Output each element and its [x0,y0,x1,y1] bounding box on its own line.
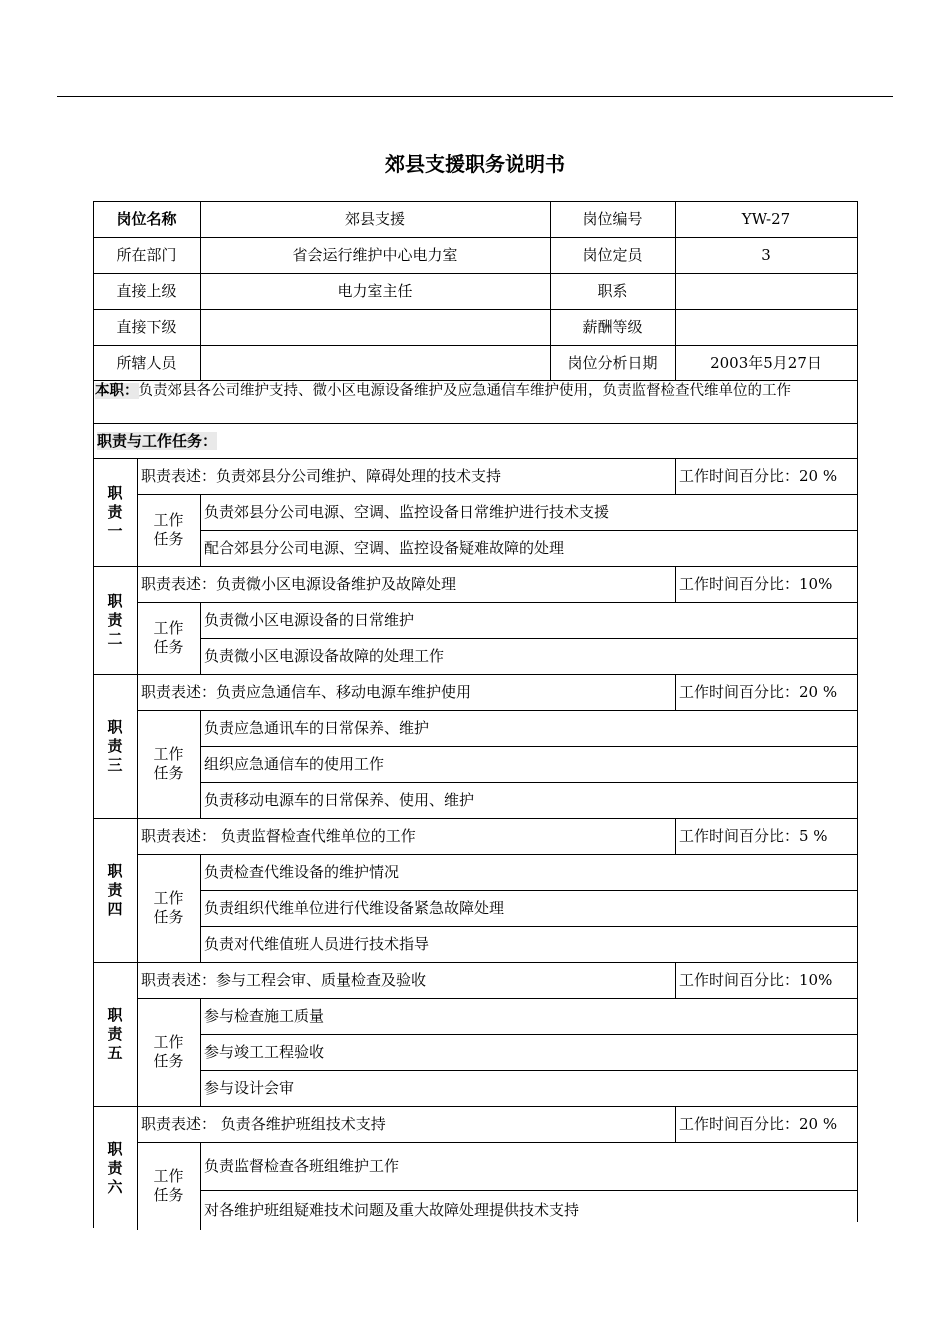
info-label: 岗位分析日期 [567,354,658,372]
task-item: 负责检查代维设备的维护情况 [204,863,400,881]
task-item: 负责监督检查各班组维护工作 [204,1157,400,1175]
duty-label-char: 职 [107,717,123,736]
grid-line [200,1142,201,1230]
task-item: 负责微小区电源设备故障的处理工作 [204,647,445,665]
duty-description: 职责表述： 负责监督检查代维单位的工作 [141,827,416,845]
grid-line [137,962,138,1106]
duty-label-char: 责 [107,736,123,755]
info-label: 岗位编号 [582,210,643,228]
duty-label-char: 六 [107,1177,123,1196]
work-task-label [137,998,200,1106]
task-item: 对各维护班组疑难技术问题及重大故障处理提供技术支持 [204,1201,580,1219]
duty-label [93,674,137,818]
duty-label [93,458,137,566]
info-label: 职系 [597,282,628,300]
task-item: 参与竣工工程验收 [204,1043,325,1061]
duty-label-char: 责 [107,1158,123,1177]
grid-line [200,710,201,818]
grid-line [675,818,676,854]
duty-label-char: 职 [107,1005,123,1024]
table-top [93,201,857,202]
grid-line [137,566,138,674]
duties-header [93,423,393,458]
grid-line [675,1106,676,1142]
task-item: 参与检查施工质量 [204,1007,325,1025]
info-value: 省会运行维护中心电力室 [292,246,458,264]
work-task-label-char: 任务 [153,908,184,926]
grid-line [200,602,201,674]
grid-line [200,998,201,1106]
duty-label-char: 职 [107,483,123,502]
duty-label-char: 五 [107,1043,123,1062]
info-label: 岗位定员 [582,246,643,264]
info-label: 直接下级 [116,318,177,336]
work-task-label-char: 工作 [153,1033,184,1051]
grid-line [93,309,857,310]
info-value: 郊县支援 [344,210,405,228]
duty-label-char: 责 [107,1024,123,1043]
work-task-label-char: 任务 [153,638,184,656]
work-task-label [137,1142,200,1230]
task-item: 负责应急通讯车的日常保养、维护 [204,719,430,737]
info-value [200,345,550,381]
grid-line [137,674,138,818]
table-right [857,201,858,1194]
table-right-lower [857,1190,858,1222]
work-task-label-char: 工作 [153,745,184,763]
duty-label [93,566,137,674]
work-task-label-char: 工作 [153,1167,184,1185]
duty-time-percent: 工作时间百分比：20 % [679,1115,838,1133]
grid-line [675,566,676,602]
grid-line [137,818,138,962]
grid-line [200,494,201,566]
work-task-label [137,710,200,818]
task-item: 组织应急通信车的使用工作 [204,755,385,773]
work-task-label-char: 任务 [153,1052,184,1070]
work-task-label-char: 任务 [153,1186,184,1204]
duty-description: 职责表述： 负责各维护班组技术支持 [141,1115,386,1133]
grid-line [93,273,857,274]
duty-label-char: 责 [107,502,123,521]
task-item: 参与设计会审 [204,1079,295,1097]
duty-time-percent: 工作时间百分比：20 % [679,467,838,485]
grid-line [200,201,201,380]
duty-label-char: 责 [107,880,123,899]
work-task-label-char: 工作 [153,889,184,907]
duty-label-char: 三 [107,755,123,774]
info-value: YW-27 [741,210,791,228]
work-task-label-char: 工作 [153,511,184,529]
duty-label-char: 职 [107,861,123,880]
info-label: 薪酬等级 [582,318,643,336]
info-label: 岗位名称 [116,210,177,228]
grid-line [93,345,857,346]
duty-label [93,818,137,962]
grid-line [675,962,676,998]
duty-label-char: 一 [107,521,123,540]
duty-time-percent: 工作时间百分比：5 % [679,827,828,845]
duty-label-char: 职 [107,1139,123,1158]
duty-label-char: 责 [107,610,123,629]
grid-line [137,1106,138,1230]
duty-time-percent: 工作时间百分比：10% [679,575,833,593]
info-label: 所在部门 [116,246,177,264]
duty-time-percent: 工作时间百分比：20 % [679,683,838,701]
summary-text: 负责郊县各公司维护支持、微小区电源设备维护及应急通信车维护使用，负责监督检查代维单位的工作 [138,383,791,399]
duty-description: 职责表述：负责微小区电源设备维护及故障处理 [141,575,457,593]
grid-line [550,201,551,380]
summary-label: 本职： [95,383,139,399]
duty-label-char: 二 [107,629,123,648]
grid-line [137,458,138,566]
work-task-label [137,494,200,566]
job-summary [95,382,855,401]
duties-header-text: 职责与工作任务： [97,431,218,450]
duty-label [93,962,137,1106]
info-table-bottom [93,380,857,381]
info-value [200,309,550,345]
task-item: 负责组织代维单位进行代维设备紧急故障处理 [204,899,505,917]
work-task-label [137,854,200,962]
duty-description: 职责表述：参与工程会审、质量检查及验收 [141,971,427,989]
work-task-label-char: 任务 [153,764,184,782]
duty-description: 职责表述：负责郊县分公司维护、障碍处理的技术支持 [141,467,502,485]
info-value: 3 [761,246,771,264]
info-value: 电力室主任 [337,282,413,300]
info-label: 直接上级 [116,282,177,300]
work-task-label-char: 工作 [153,619,184,637]
grid-line [200,854,201,962]
task-item: 负责对代维值班人员进行技术指导 [204,935,430,953]
duty-label-char: 四 [107,899,123,918]
info-value [675,309,857,345]
info-value [675,273,857,309]
page-title: 郊县支援职务说明书 [385,152,565,176]
info-label: 所辖人员 [116,354,177,372]
work-task-label-char: 任务 [153,530,184,548]
task-item: 负责移动电源车的日常保养、使用、维护 [204,791,475,809]
task-item: 负责微小区电源设备的日常维护 [204,611,415,629]
duty-time-percent: 工作时间百分比：10% [679,971,833,989]
table-left [93,201,94,1228]
grid-line [93,237,857,238]
grid-line [675,674,676,710]
info-value: 2003年5月27日 [710,354,822,372]
duty-label [93,1106,137,1230]
task-item: 负责郊县分公司电源、空调、监控设备日常维护进行技术支援 [204,503,610,521]
top-rule [57,96,893,97]
work-task-label [137,602,200,674]
task-item: 配合郊县分公司电源、空调、监控设备疑难故障的处理 [204,539,565,557]
duty-label-char: 职 [107,591,123,610]
duty-description: 职责表述：负责应急通信车、移动电源车维护使用 [141,683,472,701]
grid-line [675,201,676,380]
grid-line [675,458,676,494]
